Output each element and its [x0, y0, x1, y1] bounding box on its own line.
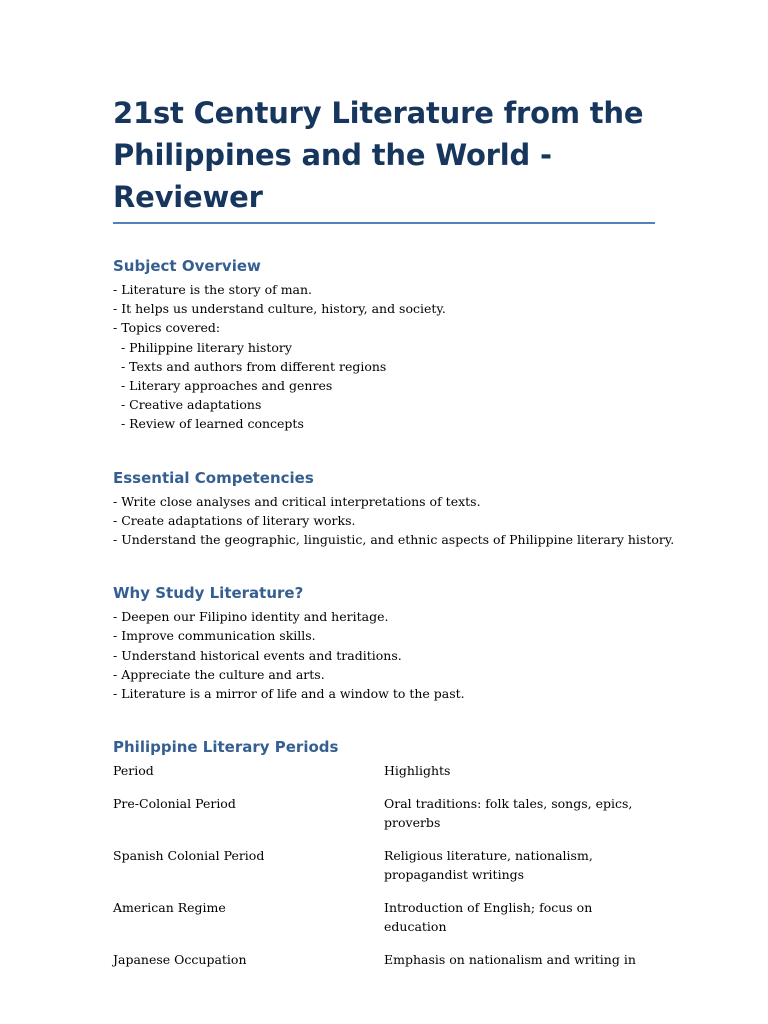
section-heading: Why Study Literature? — [113, 584, 304, 603]
list-item: - Write close analyses and critical interpretations of texts. — [113, 493, 481, 509]
periods-table — [113, 761, 658, 982]
list-item: - Literature is a mirror of life and a window to the past. — [113, 686, 465, 702]
list-item: - Create adaptations of literary works. — [113, 512, 356, 528]
bullet-list — [113, 607, 658, 703]
highlights-cell: Oral traditions: folk tales, songs, epics, proverbs — [384, 795, 633, 831]
section-heading: Subject Overview — [113, 257, 261, 275]
section-literary-periods — [113, 737, 658, 982]
column-header-highlights: Highlights — [384, 763, 451, 779]
list-item: - Improve communication skills. — [113, 628, 316, 644]
list-item: - Philippine literary history — [113, 339, 292, 355]
section-why-study-literature — [113, 583, 658, 703]
period-cell: Japanese Occupation — [113, 951, 247, 967]
column-header-period: Period — [113, 763, 154, 779]
periods-table-body — [113, 794, 658, 983]
period-cell: American Regime — [113, 899, 226, 915]
list-item: - Review of learned concepts — [113, 416, 304, 432]
table-row — [113, 950, 658, 983]
list-item: - Literary approaches and genres — [113, 378, 333, 394]
title-underline — [113, 222, 655, 224]
section-essential-competencies — [113, 468, 675, 550]
table-row — [113, 898, 658, 950]
section-heading: Essential Competencies — [113, 468, 314, 487]
highlights-cell: Introduction of English; focus on education — [384, 899, 593, 935]
highlights-cell: Emphasis on nationalism and writing in — [384, 951, 636, 967]
section-heading: Philippine Literary Periods — [113, 738, 339, 757]
document-page — [113, 92, 675, 982]
table-row — [113, 846, 658, 898]
bullet-list — [113, 492, 675, 550]
list-item: - Creative adaptations — [113, 397, 262, 413]
period-cell: Spanish Colonial Period — [113, 847, 265, 863]
list-item: - Texts and authors from different regions — [113, 358, 387, 374]
section-subject-overview — [113, 256, 658, 434]
list-item: - Topics covered: — [113, 320, 221, 336]
highlights-cell: Religious literature, nationalism, propagandist writings — [384, 847, 593, 883]
list-item: - Deepen our Filipino identity and heritage. — [113, 609, 389, 625]
document-title: 21st Century Literature from the Philippines and the World - Reviewer — [113, 96, 644, 214]
list-item: - It helps us understand culture, history, and society. — [113, 301, 446, 317]
bullet-list — [113, 280, 658, 434]
table-row — [113, 794, 658, 846]
list-item: - Appreciate the culture and arts. — [113, 666, 325, 682]
list-item: - Understand historical events and traditions. — [113, 647, 402, 663]
period-cell: Pre-Colonial Period — [113, 795, 236, 811]
list-item: - Understand the geographic, linguistic, and ethnic aspects of Philippine literary history. — [113, 532, 675, 548]
table-header-row — [113, 761, 658, 794]
list-item: - Literature is the story of man. — [113, 282, 313, 297]
